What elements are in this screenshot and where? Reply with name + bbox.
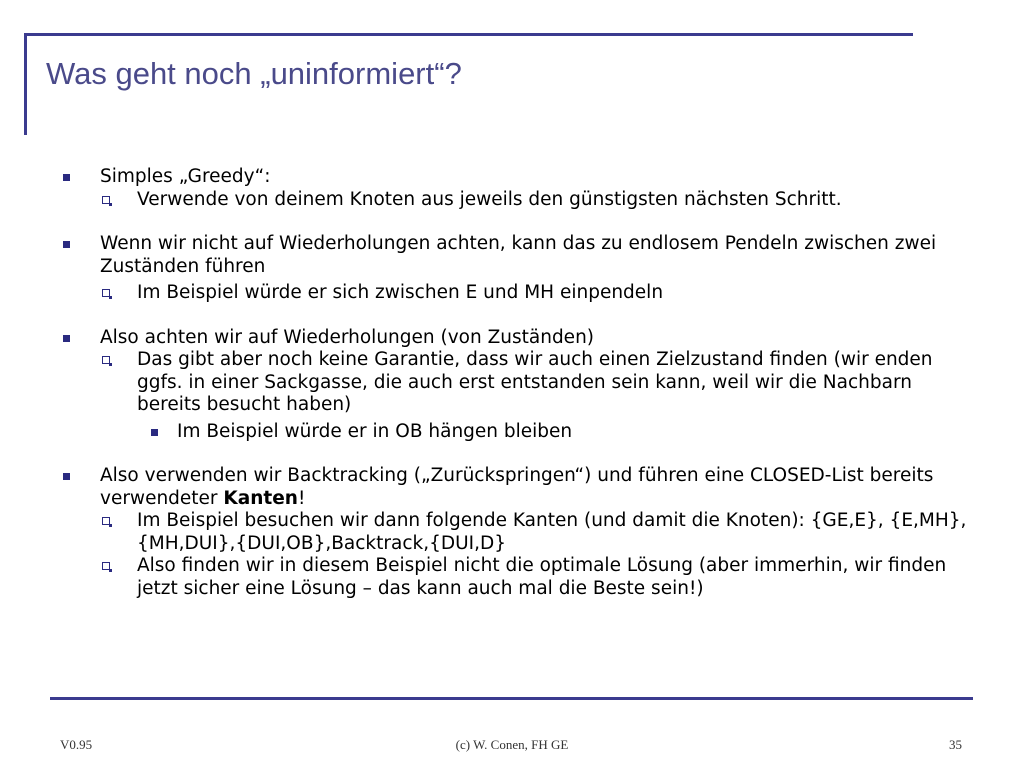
slide-title: Was geht noch „uninformiert“? <box>46 56 462 91</box>
sub-sub-bullet-item <box>60 421 980 444</box>
sub-bullet-item <box>60 510 980 555</box>
footer-version: V0.95 <box>60 737 93 752</box>
footer-page-number: 35 <box>949 737 962 752</box>
hollow-square-bullet-icon <box>102 289 110 297</box>
square-bullet-icon <box>63 335 70 342</box>
bullet-text: Im Beispiel würde er in OB hängen bleiben <box>177 420 573 442</box>
bullet-item <box>60 327 980 350</box>
bullet-item <box>60 166 980 189</box>
hollow-square-bullet-icon <box>102 356 110 364</box>
title-frame-top-rule <box>24 33 913 36</box>
bullet-item <box>60 233 980 278</box>
title-frame-left-rule <box>24 33 27 135</box>
sub-bullet-item <box>60 349 980 417</box>
bold-text: Kanten <box>223 487 298 509</box>
bullet-text: Simples „Greedy“: <box>100 166 271 187</box>
bullet-text: Im Beispiel besuchen wir dann folgende Kanten (und damit die Knoten): {GE,E}, {E,MH},{MH,DUI},{DUI,OB},Backtrack,{DUI,D} <box>137 510 967 554</box>
hollow-square-bullet-icon <box>102 517 110 525</box>
bullet-text: Wenn wir nicht auf Wiederholungen achten, kann das zu endlosem Pendeln zwischen zwei Zuständen führen <box>100 233 937 277</box>
bullet-text: Also verwenden wir Backtracking („Zurückspringen“) und führen eine CLOSED-List bereits verwendeter Kanten! <box>100 465 934 509</box>
hollow-square-bullet-icon <box>102 562 110 570</box>
bullet-text: Im Beispiel würde er sich zwischen E und MH einpendeln <box>137 282 664 303</box>
square-bullet-icon <box>151 429 158 436</box>
bullet-text: Also finden wir in diesem Beispiel nicht die optimale Lösung (aber immerhin, wir finden jetzt sicher eine Lösung – das kann auch mal die Beste sein!) <box>137 555 947 599</box>
square-bullet-icon <box>63 241 70 248</box>
square-bullet-icon <box>63 174 70 181</box>
footer-copyright: (c) W. Conen, FH GE <box>455 737 569 752</box>
bullet-text: Verwende von deinem Knoten aus jeweils den günstigsten nächsten Schritt. <box>137 188 842 210</box>
bullet-text: Das gibt aber noch keine Garantie, dass wir auch einen Zielzustand finden (wir enden ggfs. in einer Sackgasse, die auch erst entstanden sein kann, weil wir die Nachbarn bereits besucht haben) <box>137 349 933 415</box>
hollow-square-bullet-icon <box>102 196 110 204</box>
bullet-text: Also achten wir auf Wiederholungen (von Zuständen) <box>100 326 595 348</box>
square-bullet-icon <box>63 473 70 480</box>
bullet-item <box>60 465 980 510</box>
slide-content <box>60 166 980 600</box>
sub-bullet-item <box>60 282 980 305</box>
footer-rule <box>50 697 973 700</box>
sub-bullet-item <box>60 555 980 600</box>
sub-bullet-item <box>60 189 980 212</box>
